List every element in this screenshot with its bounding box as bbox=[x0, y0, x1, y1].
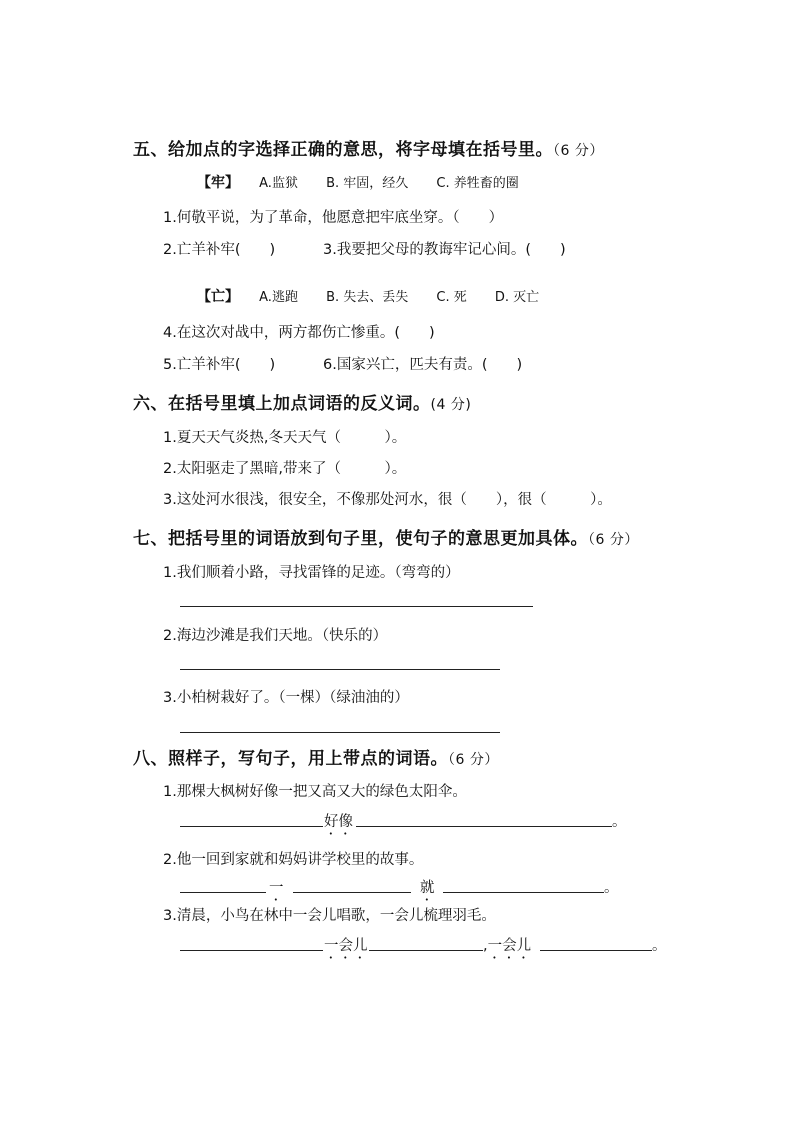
section-5-points: （6 分） bbox=[553, 143, 604, 159]
s8-answer-1-end: 。 bbox=[612, 814, 627, 830]
section-8-points: （6 分） bbox=[448, 752, 499, 768]
section-7-points: （6 分） bbox=[588, 532, 639, 548]
s6-question-2: 2.太阳驱走了黑暗,带来了（ ）。 bbox=[163, 461, 407, 477]
section-6-heading bbox=[133, 389, 471, 414]
s7-answer-line-2[interactable] bbox=[180, 669, 500, 670]
s5-question-6: 6.国家兴亡，匹夫有责。( ) bbox=[323, 357, 523, 373]
lao-option-c: C. 养牲畜的圈 bbox=[436, 176, 519, 191]
section-6-points: (4 分) bbox=[430, 397, 472, 413]
wang-option-d: D. 灭亡 bbox=[494, 290, 540, 305]
s6-question-3: 3.这处河水很浅，很安全，不像那处河水，很（ ），很（ ）。 bbox=[163, 492, 612, 508]
s8-question-1: 1.那棵大枫树好像一把又高又大的绿色太阳伞。 bbox=[163, 784, 467, 800]
wang-key: 【亡】 bbox=[197, 289, 239, 305]
s8-answer-2-blank-1[interactable] bbox=[180, 892, 266, 893]
s8-answer-2-blank-2[interactable] bbox=[293, 892, 411, 893]
s5-question-4: 4.在这次对战中，两方都伤亡惨重。( ) bbox=[163, 325, 435, 341]
s8-answer-1-blank-2[interactable] bbox=[356, 826, 612, 827]
s8-answer-2-blank-3[interactable] bbox=[443, 892, 604, 893]
section-8-heading bbox=[133, 744, 499, 769]
s8-answer-1-word: 好像 bbox=[324, 814, 353, 830]
s8-answer-1-blank-1[interactable] bbox=[180, 826, 323, 827]
section-7-title: 七、把括号里的词语放到句子里，使句子的意思更加具体。 bbox=[133, 529, 588, 549]
s8-answer-3-word-2: ,一会儿 bbox=[483, 938, 532, 954]
s7-question-2: 2.海边沙滩是我们天地。（快乐的） bbox=[163, 628, 388, 644]
s8-answer-3-word-1: 一会儿 bbox=[324, 938, 368, 954]
s8-answer-2-word-1: 一 bbox=[269, 880, 284, 896]
s8-answer-3-blank-3[interactable] bbox=[540, 950, 652, 951]
wang-option-c: C. 死 bbox=[436, 290, 467, 305]
s8-answer-2-end: 。 bbox=[604, 880, 619, 896]
lao-option-b: B. 牢固，经久 bbox=[326, 176, 409, 191]
s7-answer-line-1[interactable] bbox=[180, 606, 533, 607]
s7-question-3: 3.小柏树栽好了。（一棵）（绿油油的） bbox=[163, 690, 409, 706]
s8-answer-3-blank-1[interactable] bbox=[180, 950, 323, 951]
wang-option-b: B. 失去、丢失 bbox=[326, 290, 409, 305]
section-5-heading bbox=[133, 135, 604, 160]
s7-question-1: 1.我们顺着小路，寻找雷锋的足迹。（弯弯的） bbox=[163, 565, 460, 581]
s5-question-3: 3.我要把父母的教诲牢记心间。( ) bbox=[323, 242, 566, 258]
section-5-title: 五、给加点的字选择正确的意思，将字母填在括号里。 bbox=[133, 140, 553, 160]
s7-answer-line-3[interactable] bbox=[180, 732, 500, 733]
lao-key: 【牢】 bbox=[197, 175, 239, 191]
s5-question-2: 2.亡羊补牢( ) bbox=[163, 242, 276, 258]
section-8-title: 八、照样子，写句子，用上带点的词语。 bbox=[133, 749, 448, 769]
section-7-heading bbox=[133, 524, 639, 549]
s8-answer-3-end: 。 bbox=[652, 938, 667, 954]
wang-options bbox=[197, 286, 539, 306]
lao-option-a: A.监狱 bbox=[259, 176, 298, 191]
s5-question-5: 5.亡羊补牢( ) bbox=[163, 357, 276, 373]
s8-question-2: 2.他一回到家就和妈妈讲学校里的故事。 bbox=[163, 852, 424, 868]
s8-answer-3-blank-2[interactable] bbox=[369, 950, 483, 951]
wang-option-a: A.逃跑 bbox=[259, 290, 298, 305]
section-6-title: 六、在括号里填上加点词语的反义词。 bbox=[133, 394, 431, 414]
s6-question-1: 1.夏天天气炎热,冬天天气（ ）。 bbox=[163, 430, 407, 446]
s8-question-3: 3.清晨，小鸟在林中一会儿唱歌，一会儿梳理羽毛。 bbox=[163, 908, 496, 924]
s5-question-1: 1.何敬平说，为了革命，他愿意把牢底坐穿。（ ） bbox=[163, 210, 504, 226]
s8-answer-2-word-2: 就 bbox=[420, 880, 435, 896]
lao-options bbox=[197, 172, 519, 192]
